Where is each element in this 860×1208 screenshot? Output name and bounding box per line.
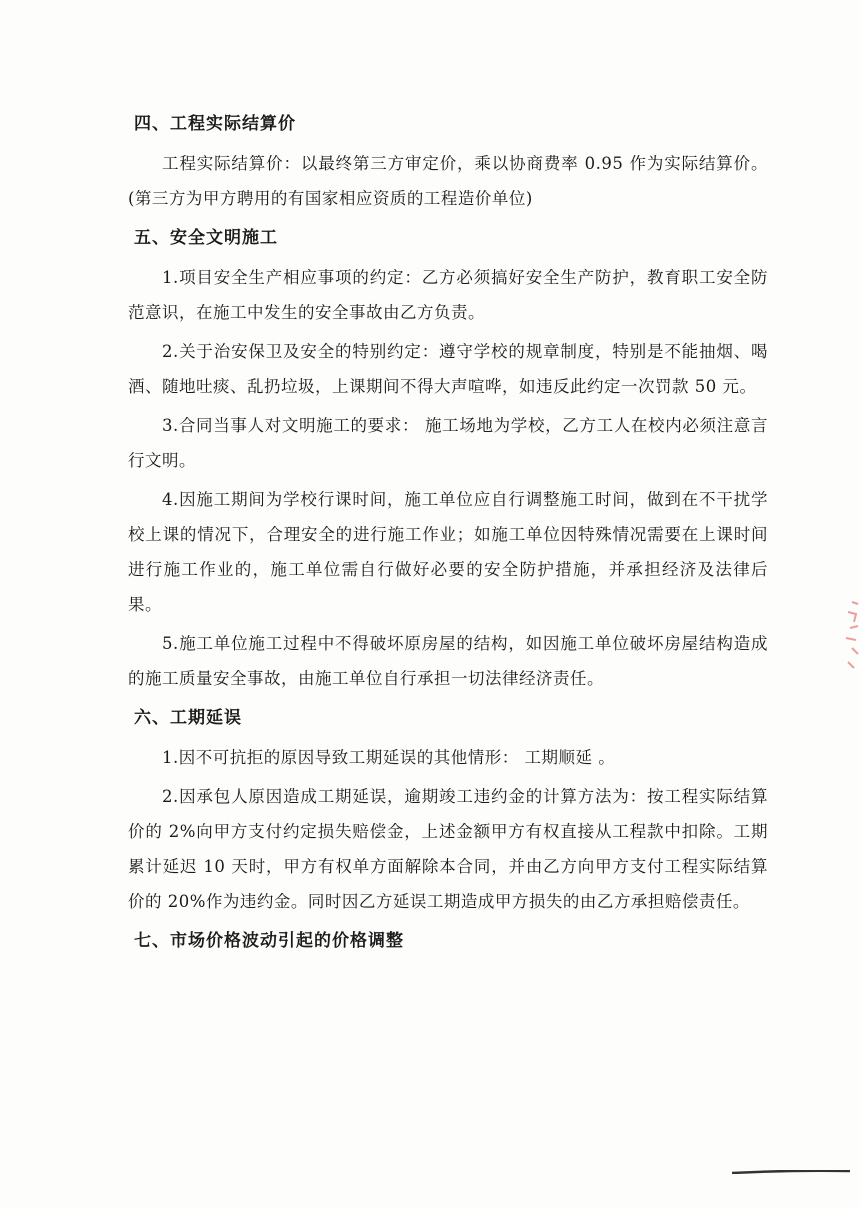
paragraph-delay-1: 1.因不可抗拒的原因导致工期延误的其他情形： 工期顺延 。 — [162, 748, 616, 767]
section-heading-settlement: 四、工程实际结算价 — [134, 114, 296, 134]
scan-edge-line — [732, 1170, 850, 1174]
stamp-fragment-icon — [834, 598, 860, 678]
paragraph-safety-2: 2.关于治安保卫及安全的特别约定：遵守学校的规章制度，特别是不能抽烟、喝酒、随地吐痰、乱扔垃圾，上课期间不得大声喧哗，如违反此约定一次罚款 50 元。 — [128, 342, 768, 396]
section-heading-delay: 六、工期延误 — [134, 708, 242, 728]
section-heading-price-adjustment: 七、市场价格波动引起的价格调整 — [134, 931, 404, 951]
section-heading-safety: 五、安全文明施工 — [134, 228, 278, 248]
paragraph-safety-5: 5.施工单位施工过程中不得破坏原房屋的结构，如因施工单位破坏房屋结构造成的施工质量安全事故，由施工单位自行承担一切法律经济责任。 — [128, 634, 768, 688]
paragraph-delay-2: 2.因承包人原因造成工期延误，逾期竣工违约金的计算方法为：按工程实际结算价的 2%向甲方支付约定损失赔偿金，上述金额甲方有权直接从工程款中扣除。工期累计延迟 10 天时，甲方有权单方面解除本合同，并由乙方向甲方支付工程实际结算价的 20%作为违约金。同时因乙方延误工期造成甲方损失的由乙方承担赔偿责任。 — [128, 787, 768, 911]
paragraph-safety-3: 3.合同当事人对文明施工的要求： 施工场地为学校，乙方工人在校内必须注意言行文明。 — [128, 416, 768, 470]
paragraph-settlement: 工程实际结算价：以最终第三方审定价，乘以协商费率 0.95 作为实际结算价。(第三方为甲方聘用的有国家相应资质的工程造价单位) — [128, 154, 768, 208]
contract-body — [128, 106, 768, 959]
paragraph-safety-4: 4.因施工期间为学校行课时间，施工单位应自行调整施工时间，做到在不干扰学校上课的情况下，合理安全的进行施工作业；如施工单位因特殊情况需要在上课时间进行施工作业的，施工单位需自行做好必要的安全防护措施，并承担经济及法律后果。 — [128, 490, 768, 614]
paragraph-safety-1: 1.项目安全生产相应事项的约定：乙方必须搞好安全生产防护，教育职工安全防范意识，在施工中发生的安全事故由乙方负责。 — [128, 268, 768, 322]
